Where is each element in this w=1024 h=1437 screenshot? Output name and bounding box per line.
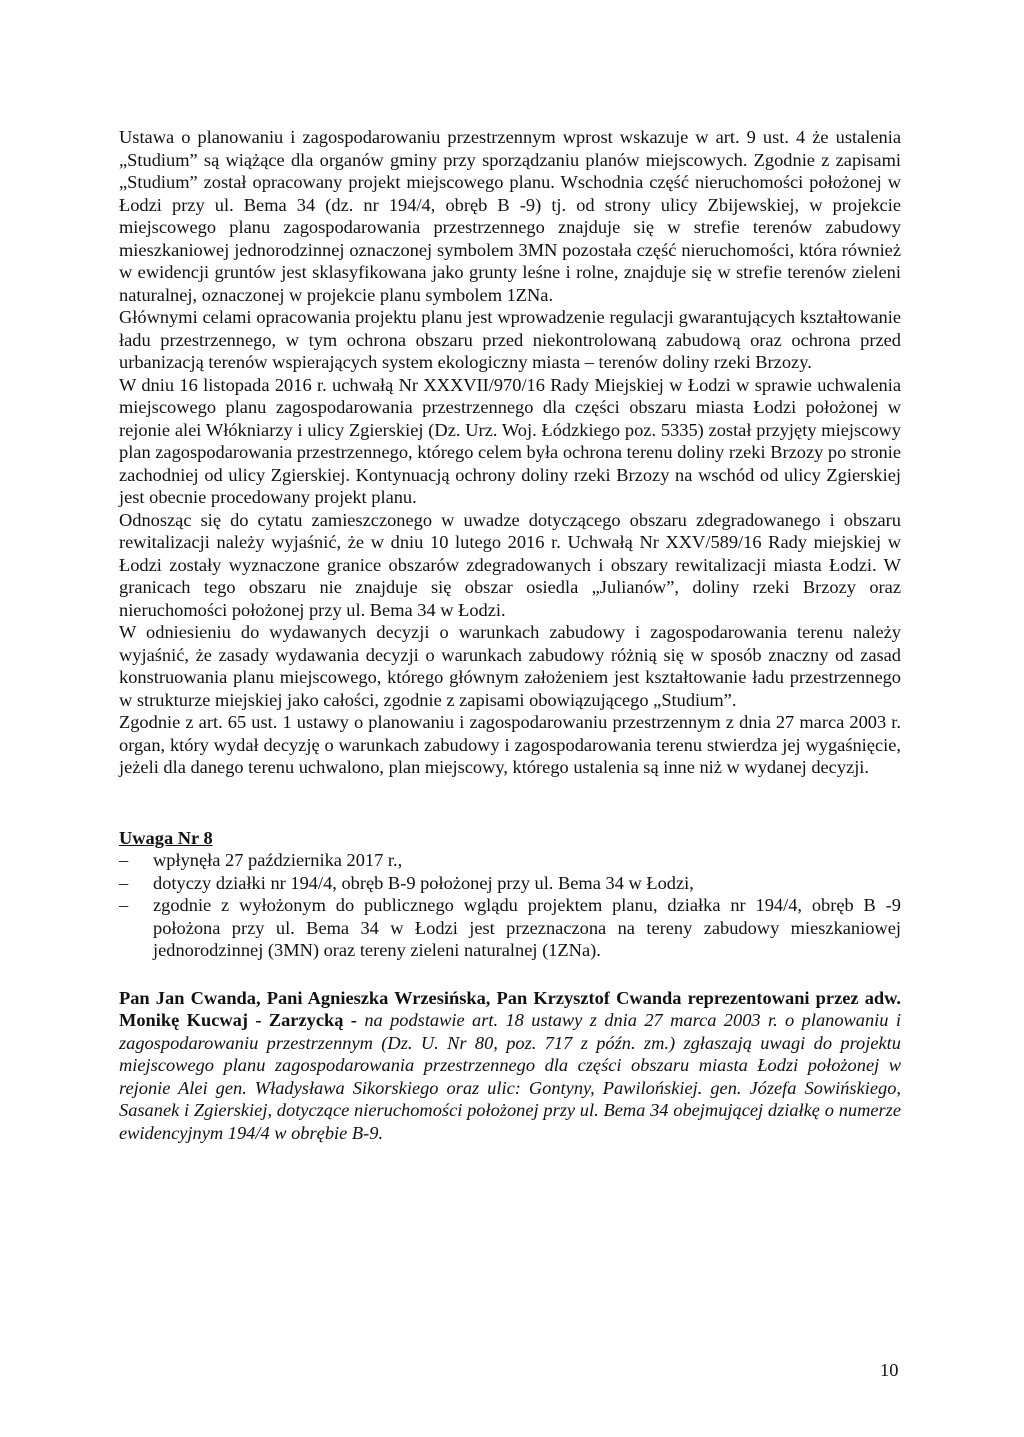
remark-submitters-paragraph xyxy=(119,987,901,1145)
page-number: 10 xyxy=(880,1360,899,1380)
submitters-names: Pan Jan Cwanda, Pani Agnieszka Wrzesińska, Pan Krzysztof Cwanda reprezentowani przez adw. Monikę Kucwaj - Zarzycką - xyxy=(119,987,901,1030)
remark-item-received: – wpłynęła 27 października 2017 r., xyxy=(119,849,901,872)
document-page xyxy=(119,126,901,1144)
remark-heading: Uwaga Nr 8 xyxy=(119,827,213,848)
remark-legal-basis: na podstawie art. 18 ustawy z dnia 27 marca 2003 r. o planowaniu i zagospodarowaniu przestrzennym (Dz. U. Nr 80, poz. 717 z późn. zm.) zgłaszają uwagi do projektu miejscowego planu zagospodarowania przestrzennego dla części obszaru miasta Łodzi położonej w rejonie Alei gen. Władysława Sikorskiego oraz ulic: Gontyny, Pawilońskiej. gen. Józefa Sowińskiego, Sasanek i Zgierskiej, dotyczące nieruchomości położonej przy ul. Bema 34 obejmującej działkę o numerze ewidencyjnym 194/4 w obrębie B-9. xyxy=(119,1010,901,1143)
section-gap xyxy=(119,779,901,827)
remark-item-plot: – dotyczy działki nr 194/4, obręb B-9 położonej przy ul. Bema 34 w Łodzi, xyxy=(119,872,901,895)
paragraph-decisions: W odniesieniu do wydawanych decyzji o warunkach zabudowy i zagospodarowania terenu należy wyjaśnić, że zasady wydawania decyzji o warunkach zabudowy różnią się w sposób znaczny od zasad konstruowania planu miejscowego, którego głównym założeniem jest kształtowanie ładu przestrzennego w strukturze miejskiej jako całości, zgodnie z zapisami obowiązującego „Studium”. xyxy=(119,622,901,710)
remark-item-zoning: – zgodnie z wyłożonym do publicznego wglądu projektem planu, działka nr 194/4, obręb B -9 położona przy ul. Bema 34 w Łodzi jest przeznaczona na tereny zabudowy mieszkaniowej jednorodzinnej (3MN) oraz tereny zieleni naturalnej (1ZNa). xyxy=(119,894,901,962)
paragraph-art-65: Zgodnie z art. 65 ust. 1 ustawy o planowaniu i zagospodarowaniu przestrzennym z dnia 27 marca 2003 r. organ, który wydał decyzję o warunkach zabudowy i zagospodarowania terenu stwierdza jej wygaśnięcie, jeżeli dla danego terenu uchwalono, plan miejscowy, którego ustalenia są inne niż w wydanej decyzji. xyxy=(119,712,901,777)
remark-details-list xyxy=(119,849,901,962)
paragraph-revitalization: Odnosząc się do cytatu zamieszczonego w uwadze dotyczącego obszaru zdegradowanego i obszaru rewitalizacji należy wyjaśnić, że w dniu 10 lutego 2016 r. Uchwałą Nr XXV/589/16 Rady miejskiej w Łodzi zostały wyznaczone granice obszarów zdegradowanych i obszary rewitalizacji miasta Łodzi. W granicach tego obszaru nie znajduje się obszar osiedla „Julianów”, doliny rzeki Brzozy oraz nieruchomości położonej przy ul. Bema 34 w Łodzi. xyxy=(119,509,901,620)
paragraph-resolution-2016: W dniu 16 listopada 2016 r. uchwałą Nr XXXVII/970/16 Rady Miejskiej w Łodzi w sprawie uchwalenia miejscowego planu zagospodarowania przestrzennego dla części obszaru miasta Łodzi położonej w rejonie alei Włókniarzy i ulicy Zgierskiej (Dz. Urz. Woj. Łódzkiego poz. 5335) został przyjęty miejscowy plan zagospodarowania przestrzennego, którego celem była ochrona terenu doliny rzeki Brzozy po stronie zachodniej od ulicy Zgierskiej. Kontynuacją ochrony doliny rzeki Brzozy na wschód od ulicy Zgierskiej jest obecnie procedowany projekt planu. xyxy=(119,374,901,507)
section-gap xyxy=(119,962,901,987)
paragraph-goals: Głównymi celami opracowania projektu planu jest wprowadzenie regulacji gwarantujących kształtowanie ładu przestrzennego, w tym ochrona obszaru przed niekontrolowaną zabudową oraz ochrona przed urbanizacją terenów wspierających system ekologiczny miasta – terenów doliny rzeki Brzozy. xyxy=(119,307,901,372)
paragraph-studium: Ustawa o planowaniu i zagospodarowaniu przestrzennym wprost wskazuje w art. 9 ust. 4 że ustalenia „Studium” są wiążące dla organów gminy przy sporządzaniu planów miejscowych. Zgodnie z zapisami „Studium” został opracowany projekt miejscowego planu. Wschodnia część nieruchomości położonej w Łodzi przy ul. Bema 34 (dz. nr 194/4, obręb B -9) tj. od strony ulicy Zbijewskiej, w projekcie miejscowego planu zagospodarowania przestrzennego znajduje się w strefie terenów zabudowy mieszkaniowej jednorodzinnej oznaczonej symbolem 3MN pozostała część nieruchomości, która również w ewidencji gruntów jest sklasyfikowana jako grunty leśne i rolne, znajduje się w strefie terenów zieleni naturalnej, oznaczonej w projekcie planu symbolem 1ZNa. xyxy=(119,127,901,305)
